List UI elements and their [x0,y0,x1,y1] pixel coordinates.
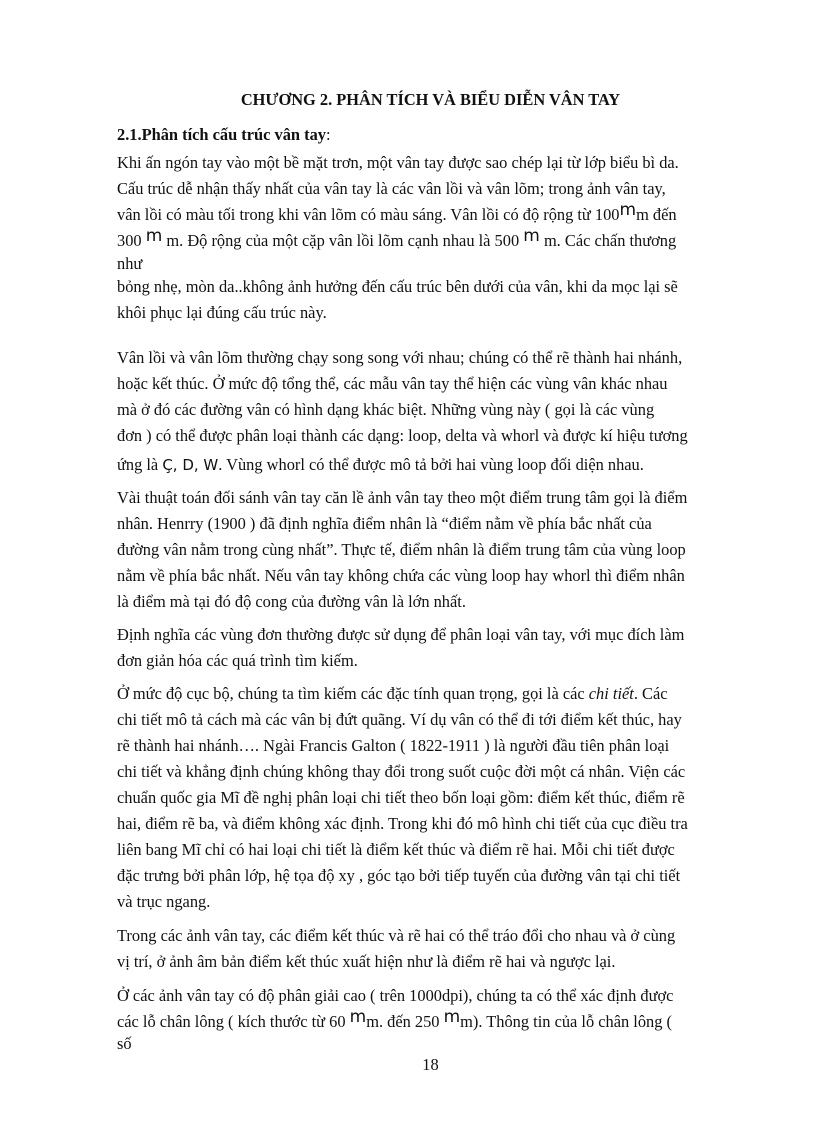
p5-text: Ở mức độ cục bộ, chúng ta tìm kiếm các đặc tính quan trọng, gọi là các [117,684,585,703]
p1-text: m. Các chấn thương [543,231,677,250]
paragraph-4 [117,622,744,674]
p1-line: như [117,254,143,273]
page-number: 18 [422,1055,439,1074]
chapter-title: CHƯƠNG 2. PHÂN TÍCH VÀ BIỂU DIỄN VÂN TAY [240,90,621,109]
paragraph-7 [117,983,744,1053]
p1-line [117,228,744,254]
p3-line: nhân. Henrry (1900 ) đã định nghĩa điểm nhân là “điểm nằm về phía bắc nhất của [117,514,652,533]
p7-text: m). Thông tin của lỗ chân lông ( [460,1012,672,1031]
p3-line: đường vân nằm trong cùng nhất”. Thực tế, điểm nhân là điểm trung tâm của vùng loop [117,540,686,559]
micro-symbol: m [523,226,540,246]
micro-symbol: m [145,226,163,246]
paragraph-2 [117,345,744,478]
p3-line: nằm về phía bắc nhất. Nếu vân tay không chứa các vùng loop hay whorl thì điểm nhân [117,566,685,585]
class-symbols: Ç, D, W [162,456,219,474]
p5-text: . Các [633,684,668,703]
p5-line: rẽ thành hai nhánh…. Ngài Francis Galton ( 1822-1911 ) là người đầu tiên phân loại [117,736,670,755]
emphasis-chi-tiet: chi tiết [588,684,634,703]
paragraph-1 [117,150,744,326]
paragraph-5 [117,681,744,915]
p3-line: là điểm mà tại đó độ cong của đường vân là lớn nhất. [117,592,466,611]
paragraph-6 [117,923,744,975]
p1-text: 300 [117,231,142,250]
p1-text: m đến [636,205,677,224]
p2-line: Vân lồi và vân lõm thường chạy song song với nhau; chúng có thể rẽ thành hai nhánh, [117,348,683,367]
p1-text: vân lồi có màu tối trong khi vân lõm có màu sáng. Vân lồi có độ rộng từ 100 [117,205,620,224]
p7-line [117,1009,744,1035]
p1-line [117,202,744,228]
p5-line: liên bang Mĩ chỉ có hai loại chi tiết là điểm kết thúc và điểm rẽ hai. Mỗi chi tiết được [117,840,675,859]
p5-line: chi tiết và khẳng định chúng không thay đổi trong suốt cuộc đời một cá nhân. Viện các [117,762,686,781]
p2-line: mà ở đó các đường vân có hình dạng khác biệt. Những vùng này ( gọi là các vùng [117,400,655,419]
p1-text: m. Độ rộng của một cặp vân lồi lõm cạnh nhau là 500 [166,231,520,250]
p2-text: ứng là [117,455,159,474]
section-heading [117,124,331,146]
p5-line: hai, điểm rẽ ba, và điểm không xác định. Trong khi đó mô hình chi tiết của cục điều tra [117,814,688,833]
p7-text: m. đến 250 [366,1012,440,1031]
p7-text: các lỗ chân lông ( kích thước từ 60 [117,1012,346,1031]
p5-line: chi tiết mô tả cách mà các vân bị đứt quãng. Ví dụ vân có thể đi tới điểm kết thúc, hay [117,710,682,729]
p5-line: đặc trưng bởi phân lớp, hệ tọa độ xy , góc tạo bởi tiếp tuyến của đường vân tại chi tiết [117,866,681,885]
micro-symbol: m [349,1007,367,1027]
micro-symbol: m [619,200,637,220]
p2-line: đơn ) có thể được phân loại thành các dạng: loop, delta và whorl và được kí hiệu tương [117,426,688,445]
p2-line: hoặc kết thúc. Ở mức độ tổng thể, các mẫu vân tay thể hiện các vùng vân khác nhau [117,374,668,393]
p7-line: số [117,1034,132,1053]
p2-text: . Vùng whorl có thể được mô tả bởi hai vùng loop đối diện nhau. [218,455,644,474]
p1-line: Cấu trúc dễ nhận thấy nhất của vân tay là các vân lồi và vân lõm; trong ảnh vân tay, [117,179,666,198]
p3-line: Vài thuật toán đối sánh vân tay căn lề ảnh vân tay theo một điểm trung tâm gọi là điểm [117,488,688,507]
p1-line: khôi phục lại đúng cấu trúc này. [117,303,327,322]
paragraph-3 [117,485,744,615]
p4-line: đơn giản hóa các quá trình tìm kiếm. [117,651,358,670]
p1-line: Khi ấn ngón tay vào một bề mặt trơn, một vân tay được sao chép lại từ lớp biểu bì da. [117,153,679,172]
p5-line: chuẩn quốc gia Mĩ đề nghị phân loại chi tiết theo bốn loại gồm: điểm kết thúc, điểm rẽ [117,788,685,807]
p6-line: Trong các ảnh vân tay, các điểm kết thúc và rẽ hai có thể tráo đổi cho nhau và ở cùng [117,926,676,945]
document-page [117,0,744,1123]
p6-line: vị trí, ở ảnh âm bản điểm kết thúc xuất hiện như là điểm rẽ hai và ngược lại. [117,952,616,971]
micro-symbol: m [443,1007,461,1027]
section-heading-text: 2.1.Phân tích cấu trúc vân tay [117,125,326,144]
p5-line: và trục ngang. [117,892,211,911]
p5-line [117,681,744,707]
p4-line: Định nghĩa các vùng đơn thường được sử dụng để phân loại vân tay, với mục đích làm [117,625,685,644]
p1-line: bỏng nhẹ, mòn da..không ảnh hưởng đến cấu trúc bên dưới của vân, khi da mọc lại sẽ [117,277,678,296]
p2-line [117,452,744,478]
p7-line: Ở các ảnh vân tay có độ phân giải cao ( trên 1000dpi), chúng ta có thể xác định được [117,986,674,1005]
section-heading-colon: : [325,125,331,144]
